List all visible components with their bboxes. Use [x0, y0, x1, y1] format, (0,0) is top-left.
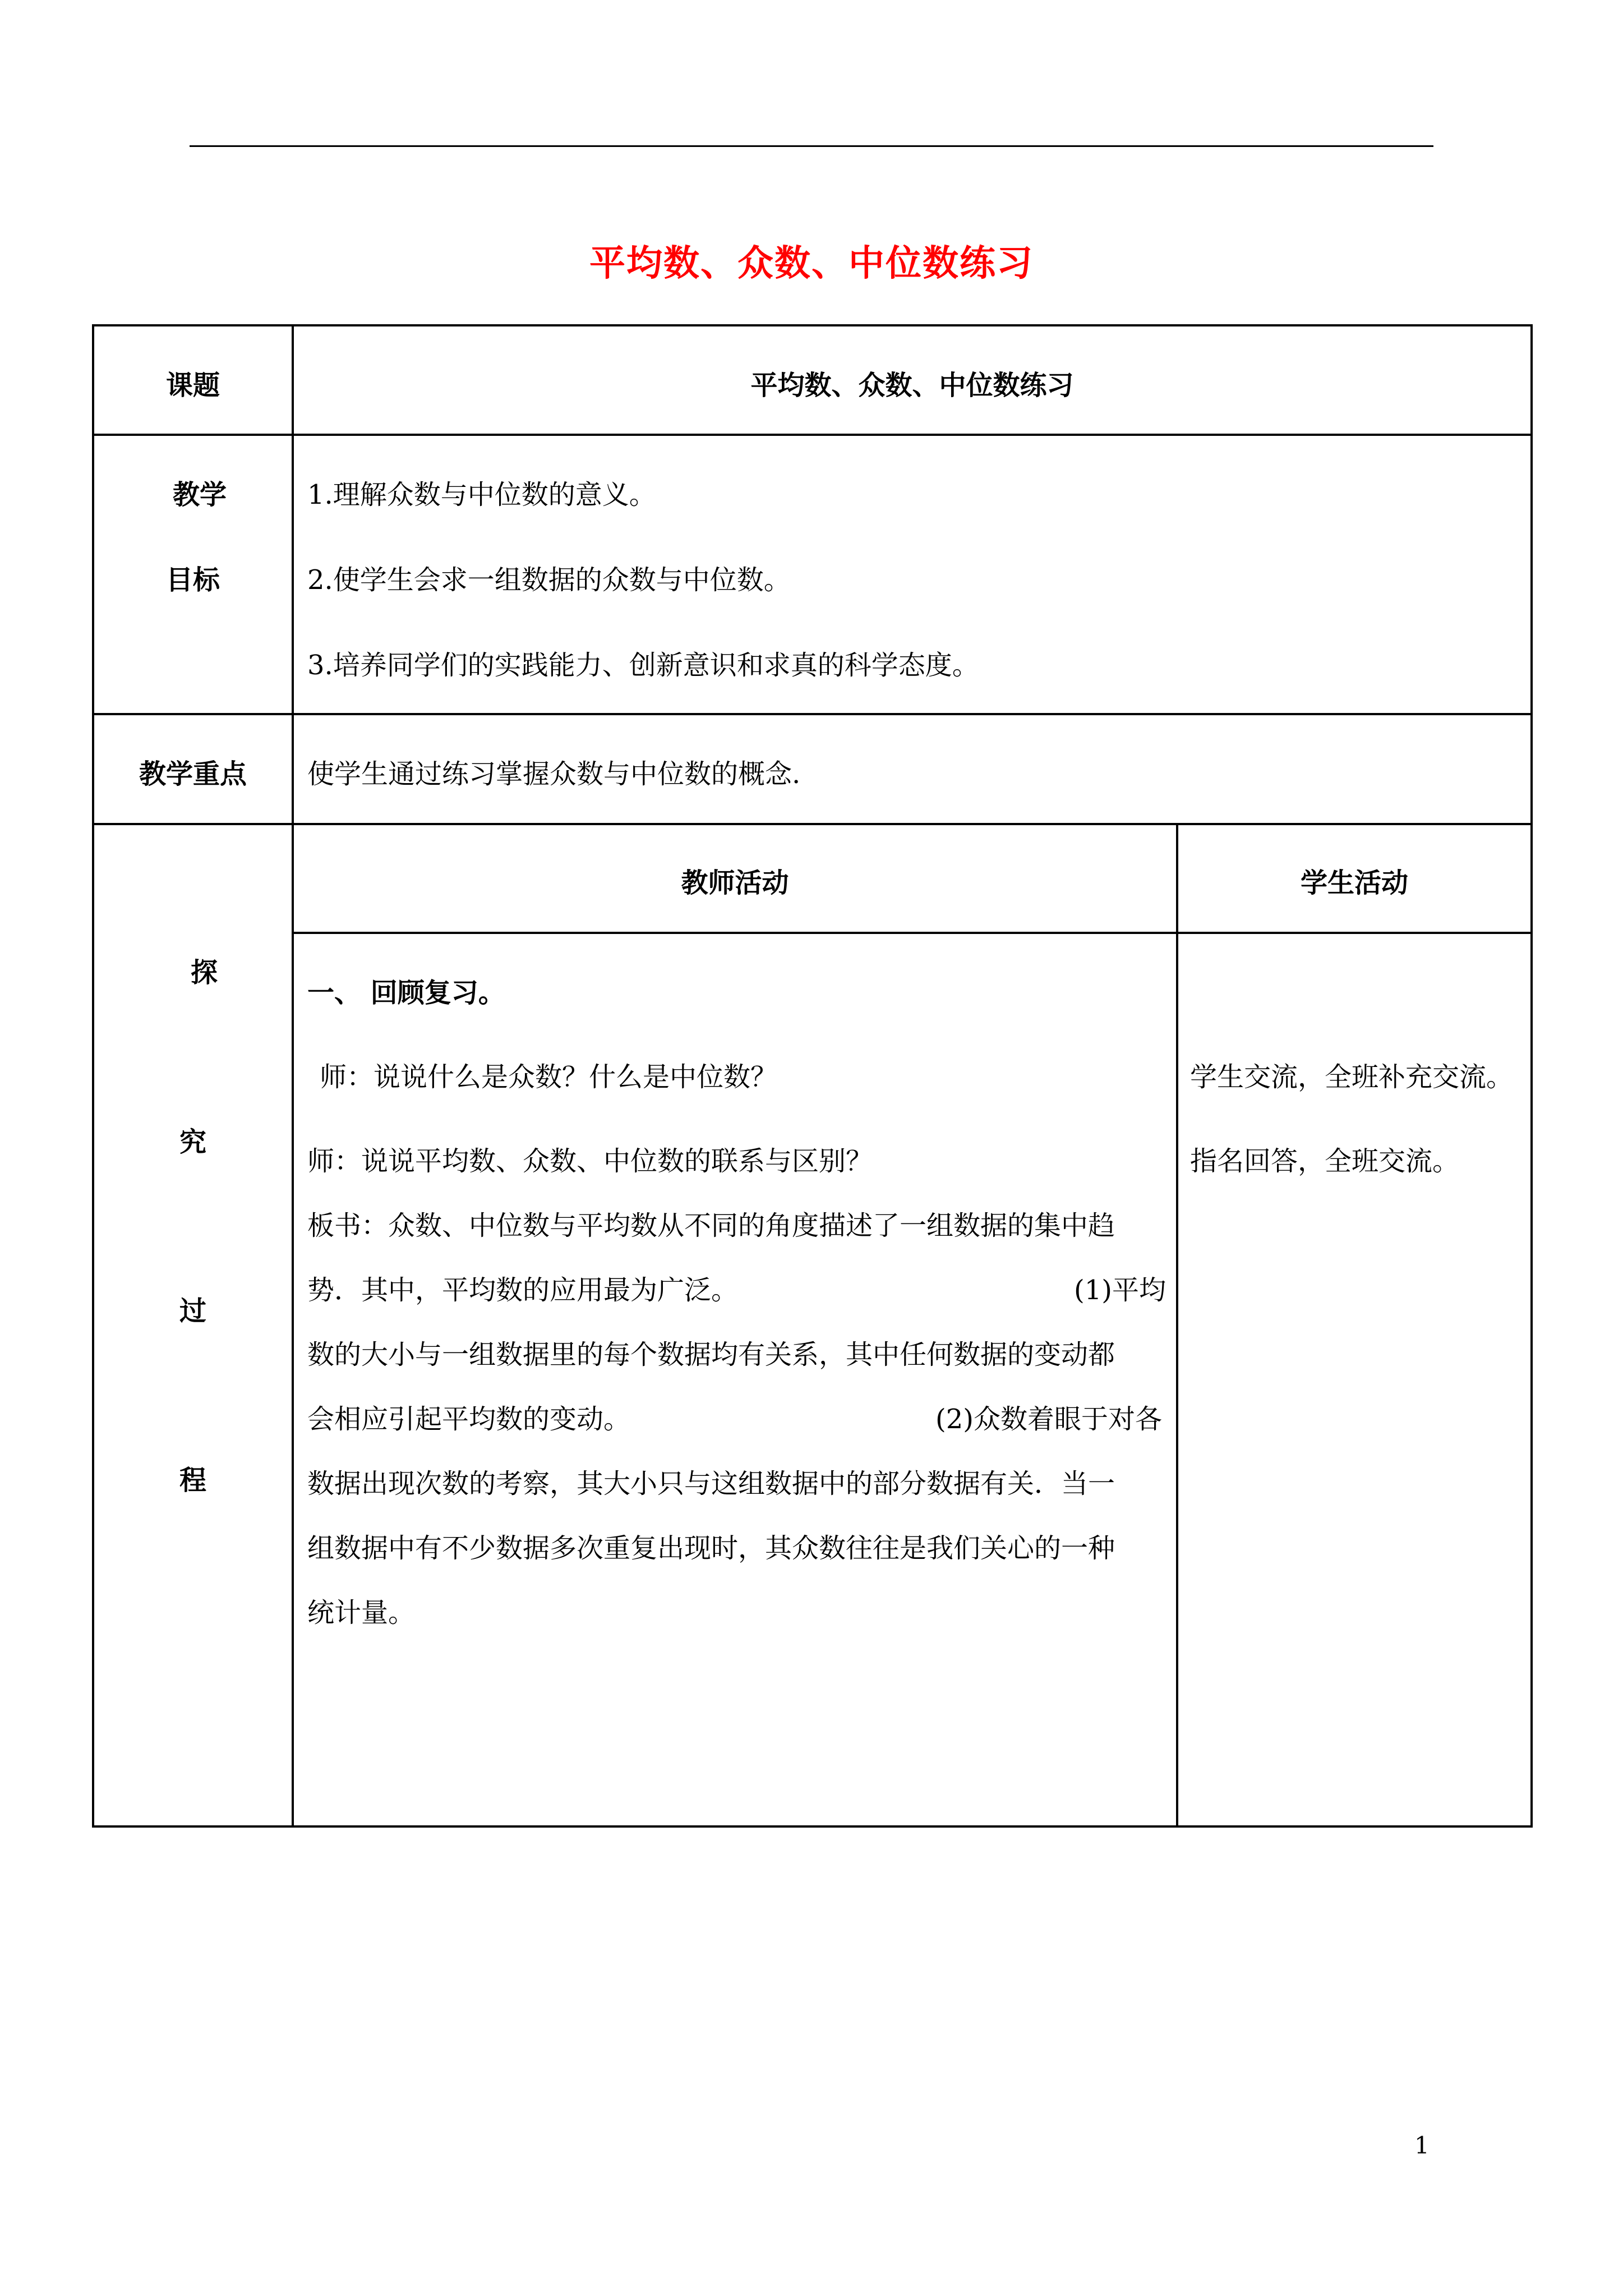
page-number: 1: [1414, 2132, 1430, 2159]
teacher-activity-header: 教师活动: [681, 867, 789, 899]
teacher-line: 师：说说平均数、众数、中位数的联系与区别？: [307, 1145, 873, 1177]
table-border-top: [92, 324, 1533, 326]
header-rule: [190, 145, 1433, 147]
process-label-char: 程: [179, 1465, 206, 1496]
teacher-line: 数的大小与一组数据里的每个数据均有关系，其中任何数据的变动都: [307, 1339, 1115, 1370]
topic-label: 课题: [165, 370, 220, 401]
teacher-line: 势．其中，平均数的应用最为广泛。: [307, 1274, 739, 1306]
document-title: 平均数、众数、中位数练习: [589, 243, 1034, 284]
focus-label: 教学重点: [139, 758, 247, 790]
table-border-left: [92, 324, 94, 1828]
goal-item: 2.使学生会求一组数据的众数与中位数。: [307, 564, 791, 596]
teacher-line: (1)平均: [1074, 1274, 1166, 1306]
table-column-divider: [1176, 823, 1178, 1828]
table-border-right: [1530, 324, 1533, 1828]
goals-label-line1: 教学: [172, 479, 227, 510]
section-heading: 一、 回顾复习。: [307, 977, 505, 1009]
student-activity-header: 学生活动: [1300, 867, 1408, 899]
process-label-char: 过: [179, 1295, 206, 1327]
table-border-bottom: [92, 1825, 1533, 1828]
table-divider: [92, 713, 1533, 715]
table-divider: [292, 932, 1533, 934]
teacher-line: 师：说说什么是众数？什么是中位数？: [320, 1061, 778, 1093]
process-label-char: 究: [179, 1126, 206, 1158]
teacher-line: 数据出现次数的考察，其大小只与这组数据中的部分数据有关．当一: [307, 1468, 1115, 1499]
teacher-line: 组数据中有不少数据多次重复出现时，其众数往往是我们关心的一种: [307, 1533, 1115, 1564]
goal-item: 3.培养同学们的实践能力、创新意识和求真的科学态度。: [307, 650, 979, 681]
table-column-divider: [292, 324, 294, 1828]
teacher-line: (2)众数着眼于对各: [935, 1404, 1162, 1435]
student-line: 指名回答，全班交流。: [1190, 1145, 1460, 1177]
topic-value: 平均数、众数、中位数练习: [750, 370, 1074, 401]
teacher-line: 板书：众数、中位数与平均数从不同的角度描述了一组数据的集中趋: [307, 1210, 1115, 1241]
focus-value: 使学生通过练习掌握众数与中位数的概念.: [307, 758, 801, 790]
table-divider: [92, 823, 1533, 825]
table-divider: [92, 434, 1533, 436]
process-label-char: 探: [190, 957, 218, 988]
teacher-line: 会相应引起平均数的变动。: [307, 1404, 631, 1435]
teacher-line: 统计量。: [307, 1597, 416, 1628]
student-line: 学生交流，全班补充交流。: [1190, 1061, 1514, 1093]
goals-label-line2: 目标: [165, 564, 220, 596]
goal-item: 1.理解众数与中位数的意义。: [307, 479, 656, 510]
